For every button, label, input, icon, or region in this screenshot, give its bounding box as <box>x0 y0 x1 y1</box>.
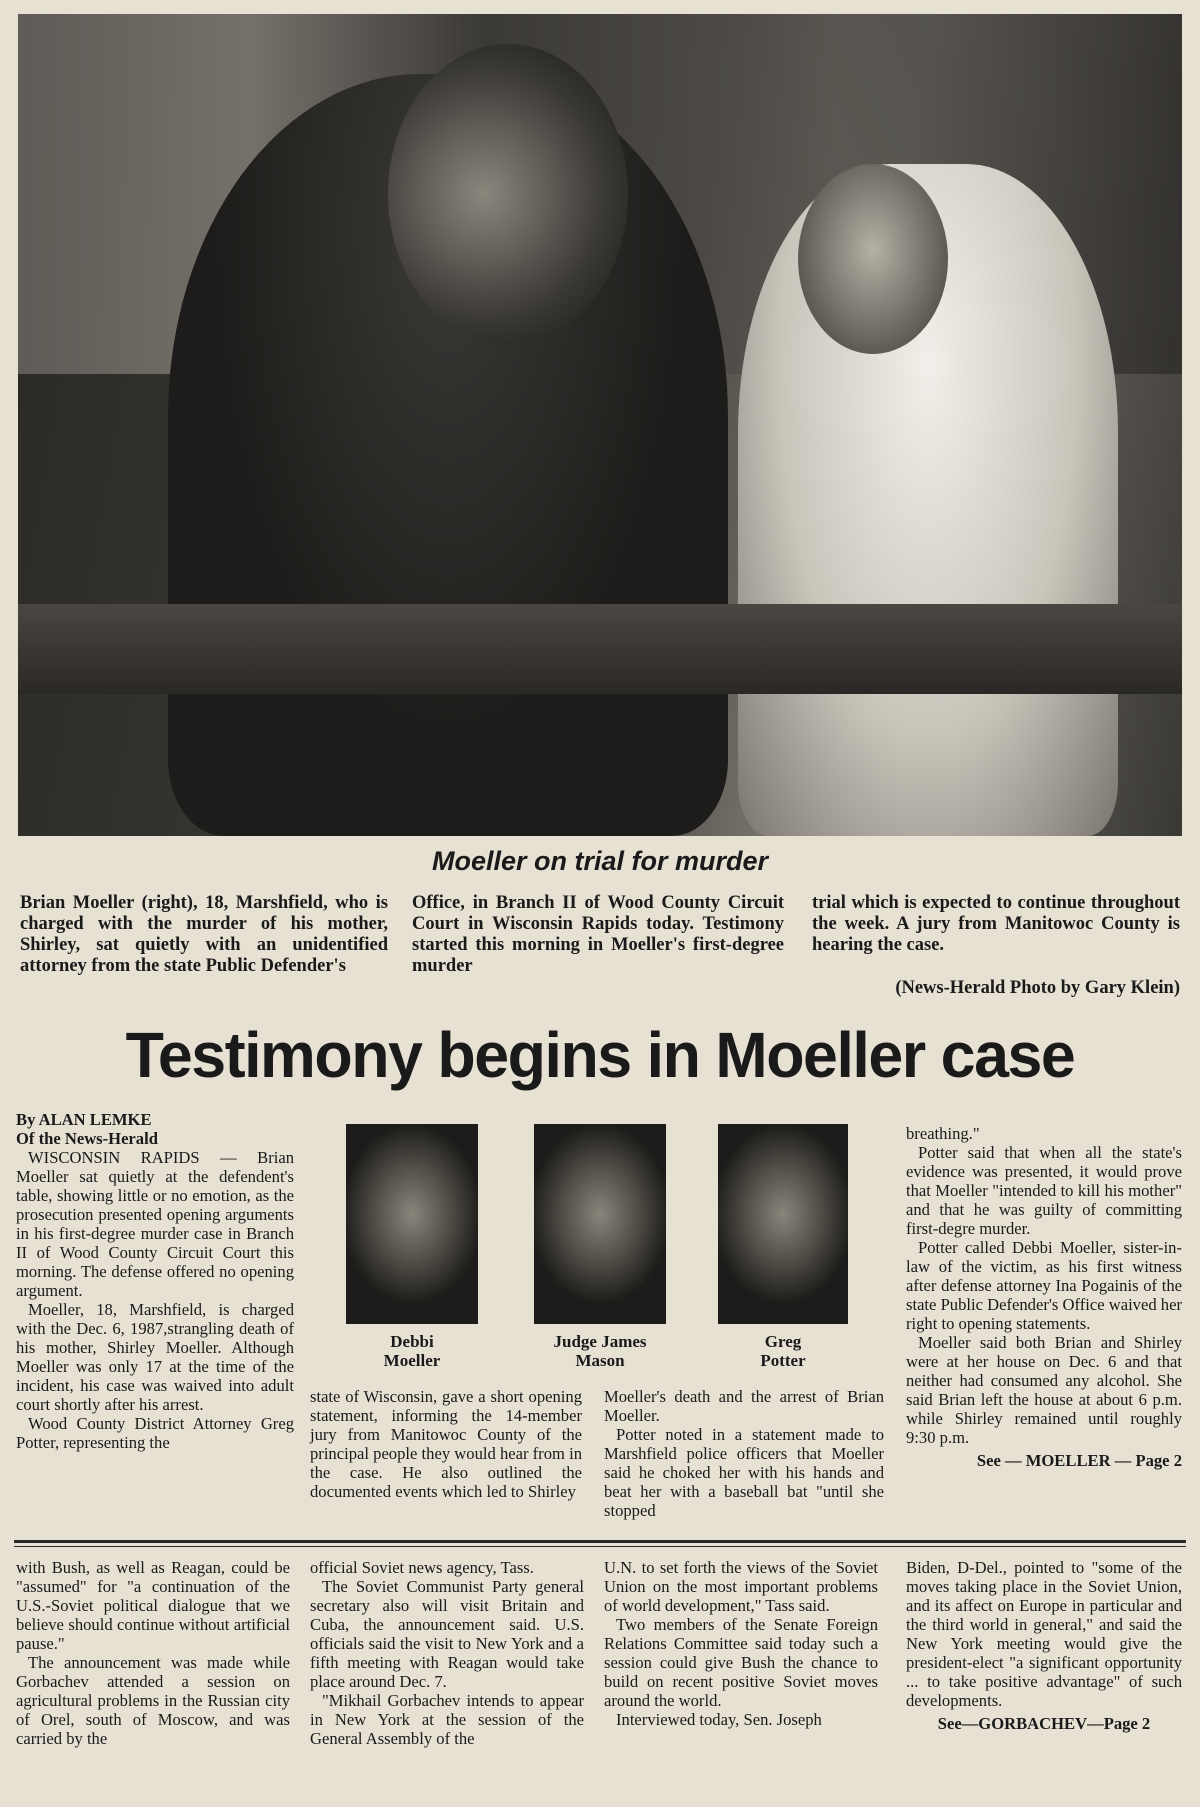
article-paragraph: with Bush, as well as Reagan, could be "assumed" for "a continuation of the U.S.-Soviet political dialogue that we believe should continue without artificial pause." <box>16 1558 290 1653</box>
photo-greg-potter <box>718 1124 848 1324</box>
mug-name: Greg <box>764 1332 802 1351</box>
mug-label-debbi <box>346 1332 478 1370</box>
photo-caption-col2: Office, in Branch II of Wood County Circuit Court in Wisconsin Rapids today. Testimony started this morning in Moeller's first-degree murder <box>412 893 784 976</box>
article-paragraph: U.N. to set forth the views of the Soviet Union on the most important problems of world development," Tass said. <box>604 1558 878 1615</box>
gorbachev-col3 <box>604 1558 878 1729</box>
section-divider <box>14 1540 1186 1543</box>
article-col4 <box>906 1124 1182 1470</box>
photo-debbi-moeller <box>346 1124 478 1324</box>
mug-label-potter <box>718 1332 848 1370</box>
article-paragraph: WISCONSIN RAPIDS — Brian Moeller sat quietly at the defendent's table, showing little or no emotion, as the prosecution presented opening arguments in his first-degree murder case in Branch II of Wood County Circuit Court this morning. The defense offered no opening argument. <box>16 1148 294 1300</box>
article-headline: Testimony begins in Moeller case <box>125 1019 1075 1091</box>
article-paragraph: Moeller's death and the arrest of Brian Moeller. <box>604 1387 884 1425</box>
mug-name: Debbi <box>390 1332 434 1351</box>
mug-name: Mason <box>575 1351 625 1370</box>
article-paragraph: "Mikhail Gorbachev intends to appear in New York at the session of the General Assembly of the <box>310 1691 584 1748</box>
article-paragraph: Potter noted in a statement made to Marshfield police officers that Moeller said he choked her with his hands and beat her with a baseball bat "until she stopped <box>604 1425 884 1520</box>
article-paragraph: state of Wisconsin, gave a short opening statement, informing the 14-member jury from Manitowoc County of the principal people they would hear from in the case. He also outlined the documented events which led to Shirley <box>310 1387 582 1501</box>
article-paragraph: breathing." <box>906 1124 980 1143</box>
photo-credit: (News-Herald Photo by Gary Klein) <box>895 978 1180 998</box>
photo-caption-title: Moeller on trial for murder <box>431 846 769 876</box>
byline: By ALAN LEMKE <box>16 1110 152 1129</box>
article-paragraph: Two members of the Senate Foreign Relations Committee said today such a session could give Bush the chance to build on recent positive Soviet moves around the world. <box>604 1615 878 1710</box>
mug-name: Moeller <box>383 1351 441 1370</box>
article-paragraph: Potter called Debbi Moeller, sister-in-law of the victim, as his first witness after defense attorney Ina Pogainis of the state Public Defender's Office waived her right to opening statements. <box>906 1238 1182 1333</box>
article-col2 <box>310 1387 582 1501</box>
mug-name: Judge James <box>553 1332 647 1351</box>
mug-name: Potter <box>760 1351 806 1370</box>
article-paragraph: The Soviet Communist Party general secretary also will visit Britain and Cuba, the announcement said. U.S. officials said the visit to New York and a fifth meeting with Reagan would take place around Dec. 7. <box>310 1577 584 1691</box>
gorbachev-col2 <box>310 1558 584 1748</box>
mug-label-mason <box>524 1332 676 1370</box>
article-col3 <box>604 1387 884 1520</box>
photo-caption-col1: Brian Moeller (right), 18, Marshfield, who is charged with the murder of his mother, Shirley, sat quietly with an unidentified attorney from the state Public Defender's <box>20 893 388 976</box>
photo-judge-mason <box>534 1124 666 1324</box>
photo-attorney-head <box>388 44 628 344</box>
section-divider-thin <box>14 1546 1186 1547</box>
photo-caption-col3: trial which is expected to continue throughout the week. A jury from Manitowoc County is hearing the case. <box>812 893 1180 955</box>
article-paragraph: Biden, D-Del., pointed to "some of the moves taking place in the Soviet Union, and its affect on Europe in particular and the third world in general," and said the New York meeting would give the president-elect "a significant opportunity ... to take positive advantage" of such developments. <box>906 1558 1182 1710</box>
gorbachev-col4 <box>906 1558 1182 1733</box>
article-paragraph: Moeller said both Brian and Shirley were at her house on Dec. 6 and that neither had consumed any alcohol. She said Brian left the house at about 6 p.m. while Shirley remained until roughly 9:30 p.m. <box>906 1333 1182 1447</box>
byline-org: Of the News-Herald <box>16 1129 158 1148</box>
gorbachev-jump-line: See—GORBACHEV—Page 2 <box>937 1714 1151 1733</box>
article-paragraph: official Soviet news agency, Tass. <box>310 1558 534 1577</box>
photo-defendant-head <box>798 164 948 354</box>
article-paragraph: Moeller, 18, Marshfield, is charged with the Dec. 6, 1987,strangling death of his mother, Shirley Moeller. Although Moeller was only 17 at the time of the incident, his case was waived into adult court shortly after his arrest. <box>16 1300 294 1414</box>
photo-table <box>18 604 1182 694</box>
article-paragraph: Wood County District Attorney Greg Potter, representing the <box>16 1414 294 1452</box>
moeller-jump-line: See — MOELLER — Page 2 <box>976 1451 1182 1470</box>
article-paragraph: Potter said that when all the state's evidence was presented, it would prove that Moeller "intended to kill his mother" and that he was guilty of committing first-degre murder. <box>906 1143 1182 1238</box>
article-paragraph: The announcement was made while Gorbachev attended a session on agricultural problems in the Russian city of Orel, south of Moscow, and was carried by the <box>16 1653 290 1748</box>
article-col1 <box>16 1110 294 1452</box>
gorbachev-col1 <box>16 1558 290 1748</box>
main-photo <box>18 14 1182 836</box>
article-paragraph: Interviewed today, Sen. Joseph <box>616 1710 822 1729</box>
